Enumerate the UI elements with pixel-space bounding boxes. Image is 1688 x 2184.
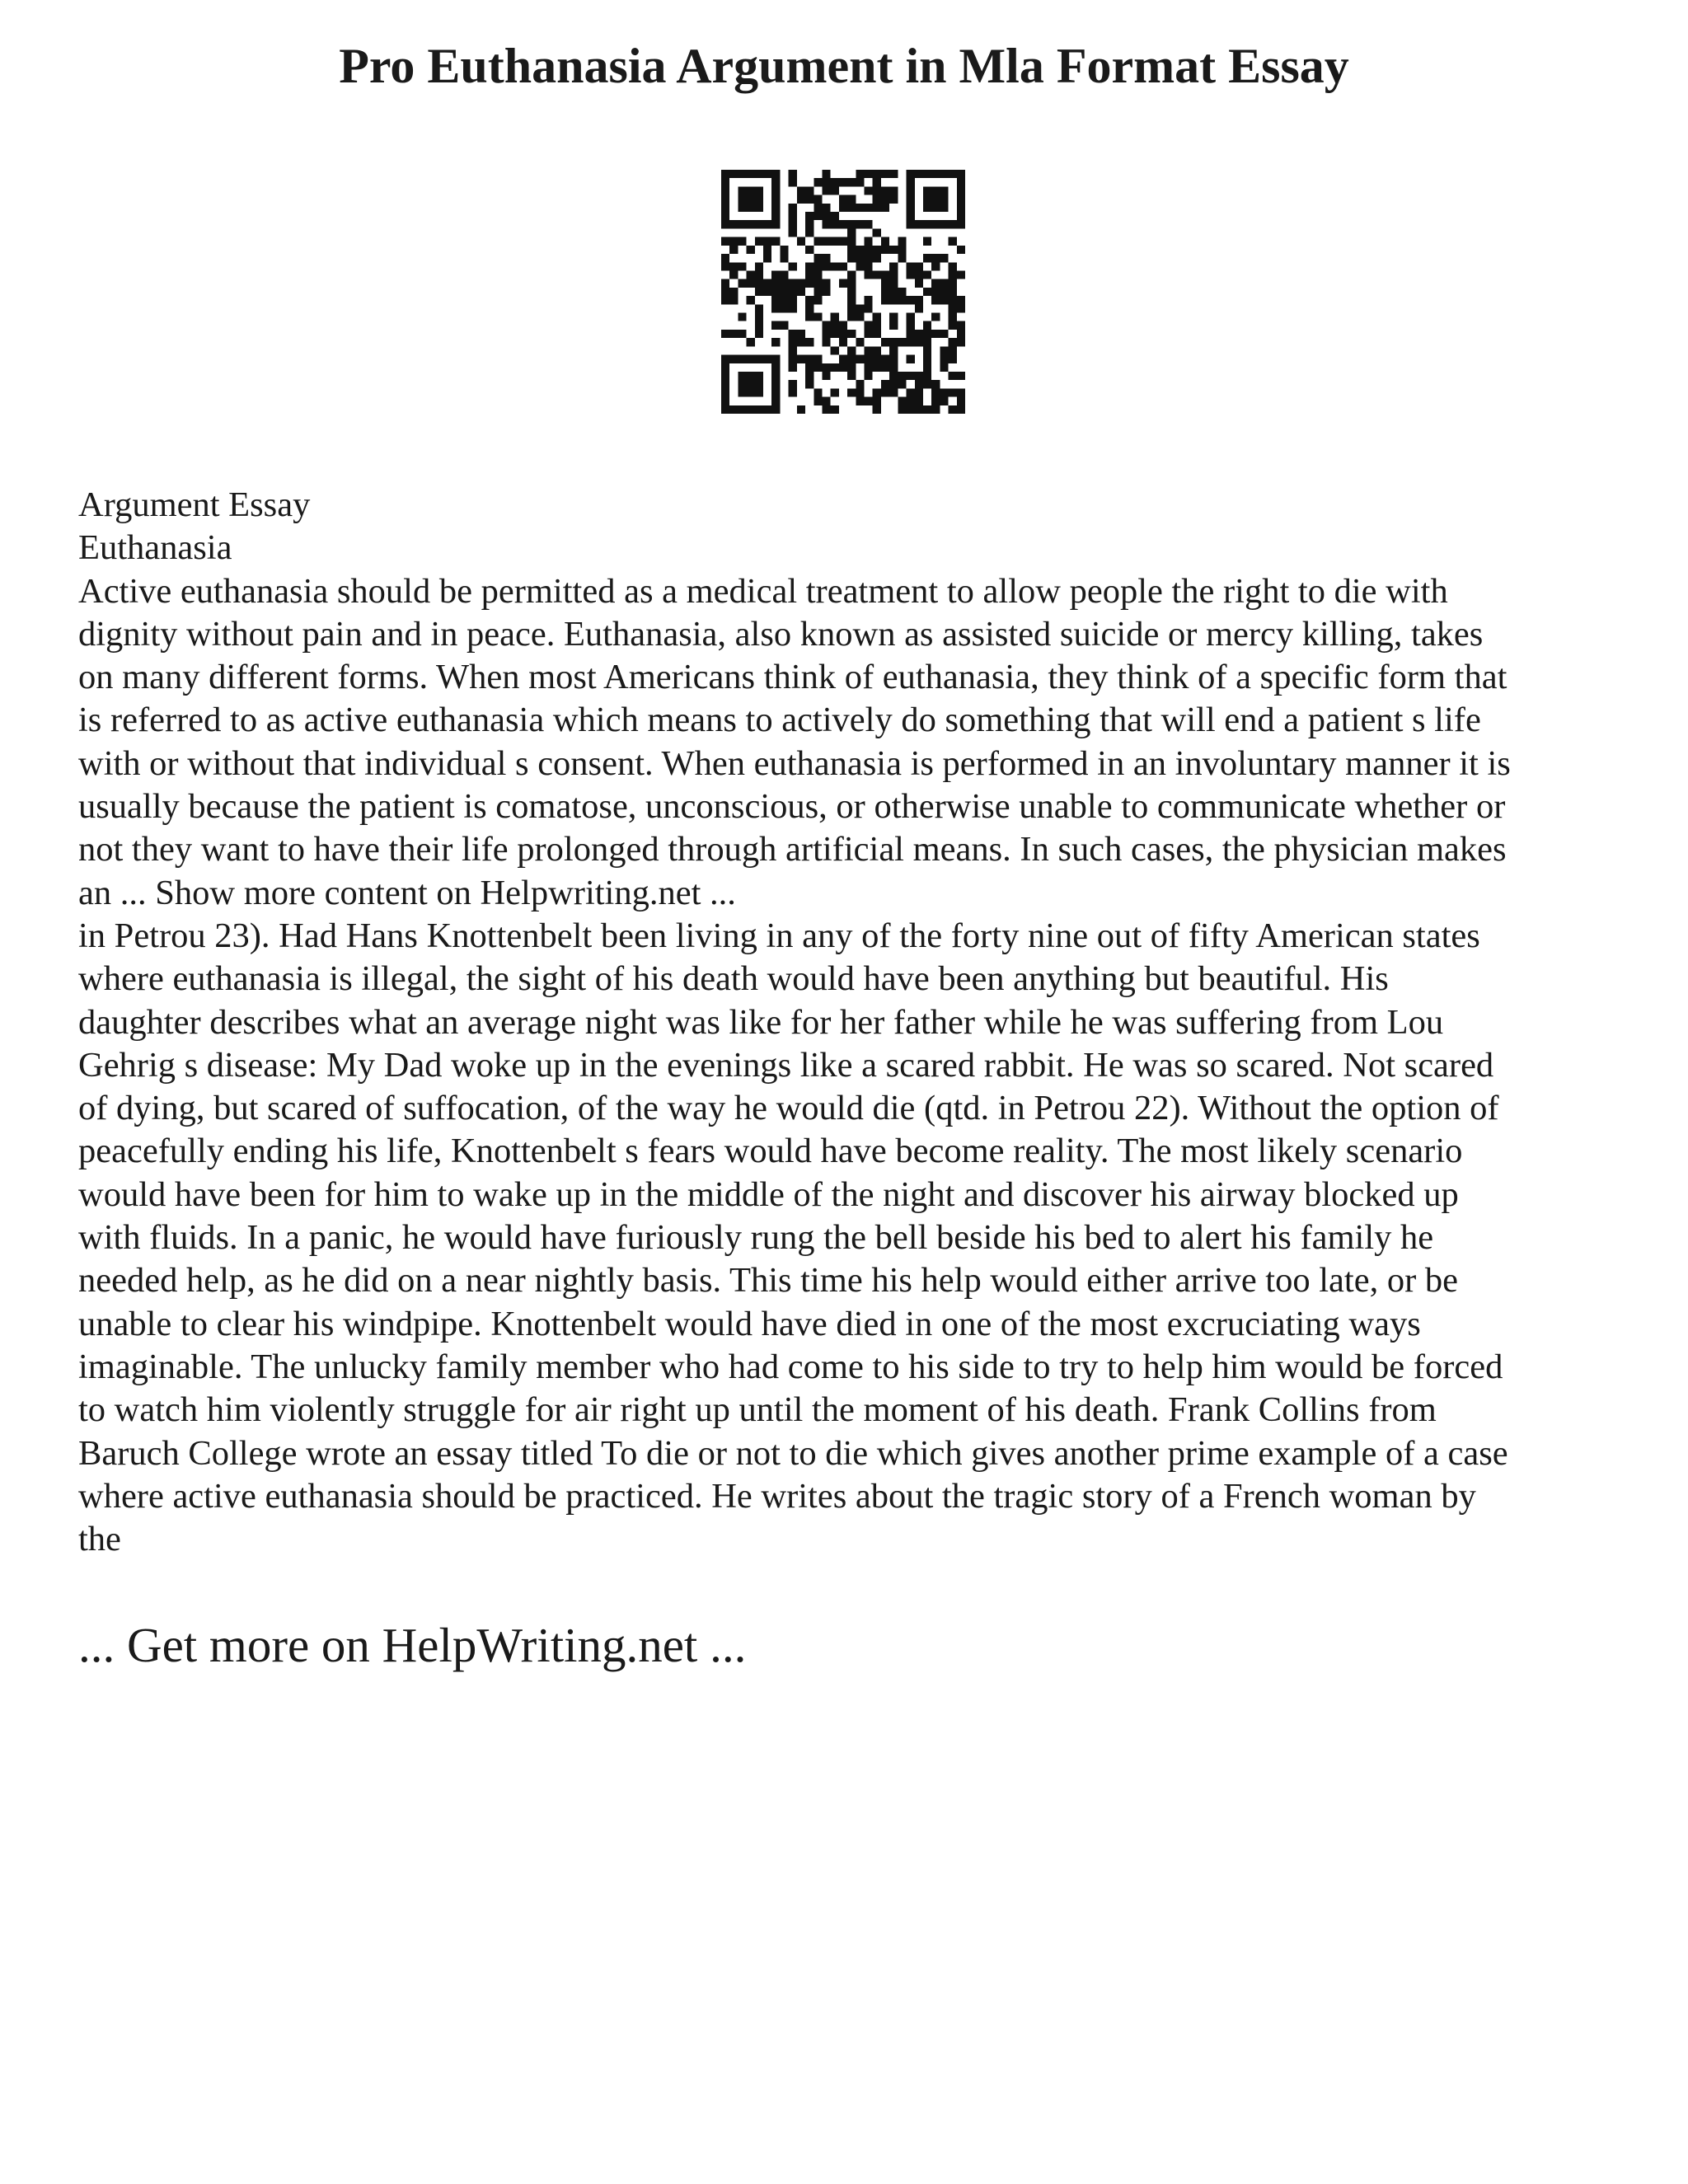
text-line: where active euthanasia should be practiced. He writes about the tragic story of a French woman by: [78, 1476, 1476, 1516]
qr-code-icon: [721, 170, 965, 414]
text-line: to watch him violently struggle for air right up until the moment of his death. Frank Collins from: [78, 1390, 1437, 1430]
text-line: peacefully ending his life, Knottenbelt s fears would have become reality. The most likely scenario: [78, 1132, 1463, 1171]
show-more-link[interactable]: an ... Show more content on Helpwriting.net ...: [78, 873, 736, 912]
text-line: daughter describes what an average night was like for her father while he was suffering from Lou: [78, 1002, 1444, 1042]
text-line: dignity without pain and in peace. Euthanasia, also known as assisted suicide or mercy killing, takes: [78, 614, 1484, 654]
paragraph-2: [78, 915, 1628, 1561]
text-line: Active euthanasia should be permitted as a medical treatment to allow people the right to die with: [78, 571, 1448, 611]
text-line: Baruch College wrote an essay titled To die or not to die which gives another prime example of a case: [78, 1433, 1508, 1473]
text-line: not they want to have their life prolonged through artificial means. In such cases, the physician makes: [78, 830, 1507, 869]
qr-code-image[interactable]: [721, 170, 965, 414]
text-line: Gehrig s disease: My Dad woke up in the evenings like a scared rabbit. He was so scared. Not scared: [78, 1045, 1494, 1085]
essay-subheading: Euthanasia: [78, 528, 232, 568]
text-line: with fluids. In a panic, he would have furiously rung the bell beside his bed to alert his family he: [78, 1218, 1434, 1258]
text-line: usually because the patient is comatose, unconscious, or otherwise unable to communicate whether or: [78, 787, 1506, 827]
text-line: of dying, but scared of suffocation, of the way he would die (qtd. in Petrou 22). Without the option of: [78, 1089, 1499, 1128]
text-line: is referred to as active euthanasia which means to actively do something that will end a patient s life: [78, 701, 1481, 740]
text-line: the: [78, 1520, 121, 1559]
text-line: unable to clear his windpipe. Knottenbelt would have died in one of the most excruciating ways: [78, 1304, 1421, 1343]
page-title: Pro Euthanasia Argument in Mla Format Essay: [339, 39, 1349, 93]
text-line: imaginable. The unlucky family member who had come to his side to try to help him would be forced: [78, 1347, 1503, 1386]
text-line: in Petrou 23). Had Hans Knottenbelt been living in any of the forty nine out of fifty American states: [78, 916, 1480, 955]
essay-body: [78, 484, 1628, 1561]
text-line: needed help, as he did on a near nightly basis. This time his help would either arrive too late, or be: [78, 1261, 1458, 1301]
text-line: where euthanasia is illegal, the sight of his death would have been anything but beautiful. His: [78, 959, 1389, 999]
essay-heading: Argument Essay: [78, 485, 311, 524]
text-line: with or without that individual s consent. When euthanasia is performed in an involuntary manner it is: [78, 743, 1511, 783]
text-line: on many different forms. When most Americans think of euthanasia, they think of a specific form that: [78, 658, 1507, 697]
text-line: would have been for him to wake up in the middle of the night and discover his airway blocked up: [78, 1174, 1459, 1214]
paragraph-1: [78, 570, 1628, 915]
get-more-link[interactable]: ... Get more on HelpWriting.net ...: [78, 1618, 747, 1672]
